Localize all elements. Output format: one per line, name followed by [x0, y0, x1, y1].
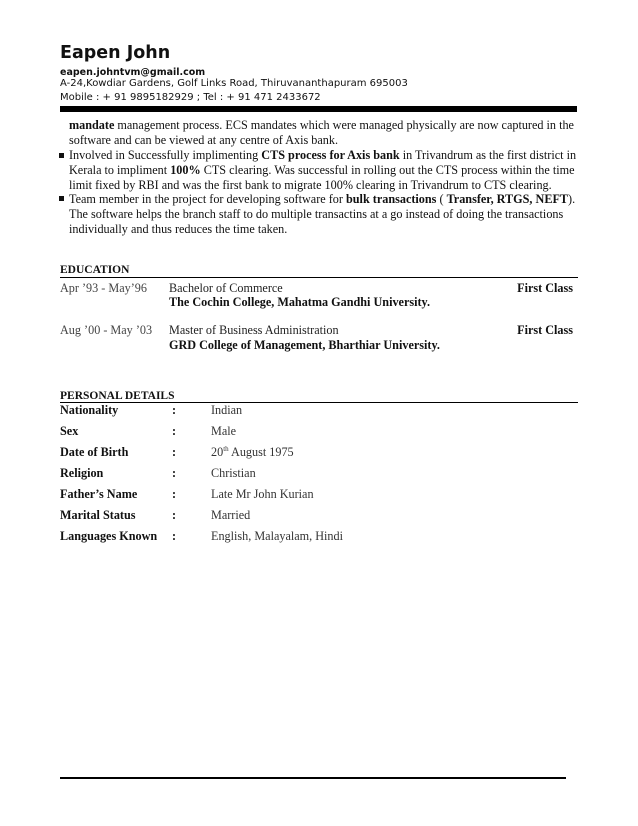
field-colon: :	[172, 403, 177, 417]
date-of-birth-value	[211, 445, 294, 460]
bullet-text-part: Team member in the project for developing software for	[69, 192, 346, 206]
field-colon: :	[172, 466, 177, 480]
experience-continuation	[69, 118, 579, 148]
bullet-bold-part: Transfer, RTGS, NEFT	[446, 192, 569, 206]
education-institution: The Cochin College, Mahatma Gandhi University.	[169, 295, 431, 309]
bullet-text	[69, 192, 579, 237]
bullet-bold-part: bulk transactions	[346, 192, 437, 206]
fathers-name-label: Father’s Name	[60, 487, 138, 501]
marital-status-value: Married	[211, 508, 251, 522]
bullet-bold-part: CTS process for Axis bank	[261, 148, 400, 162]
nationality-label: Nationality	[60, 403, 119, 417]
continuation-bold: mandate	[69, 118, 115, 132]
religion-label: Religion	[60, 466, 104, 480]
phone-numbers: Mobile : + 91 9895182929 ; Tel : + 91 471 2433672	[60, 92, 321, 103]
nationality-value: Indian	[211, 403, 243, 417]
field-colon: :	[172, 487, 177, 501]
field-colon: :	[172, 508, 177, 522]
continuation-text: management process. ECS mandates which were managed physically are now captured in the software and can be viewed at any centre of Axis bank.	[69, 118, 574, 147]
bullet-bold-part: 100%	[170, 163, 201, 177]
education-dates: Aug ’00 - May ’03	[60, 323, 153, 337]
bullet-text-part: (	[436, 192, 447, 206]
bullet-text-part: CTS clearing. Was successful in rolling out the CTS process within the time limit fixed by RBI and was the first bank to migrate 100% clearing in Trivandrum to CTS clearing.	[69, 163, 575, 192]
religion-value: Christian	[211, 466, 256, 480]
bullet-text-part: in Trivandrum as the first district in Kerala to impliment	[69, 148, 577, 177]
dob-day: 20	[211, 445, 224, 459]
languages-known-label: Languages Known	[60, 529, 158, 543]
dob-ordinal: th	[223, 445, 229, 453]
fathers-name-value: Late Mr John Kurian	[211, 487, 314, 501]
sex-value: Male	[211, 424, 237, 438]
bullet-text-part: ). The software helps the branch staff to do multiple transactins at a go instead of doing the transactions individually and thus reduces the time taken.	[69, 192, 576, 236]
field-colon: :	[172, 529, 177, 543]
postal-address: A-24,Kowdiar Gardens, Golf Links Road, Thiruvananthapuram 695003	[60, 78, 408, 89]
education-rule	[60, 277, 578, 278]
date-of-birth-label: Date of Birth	[60, 445, 129, 459]
sex-label: Sex	[60, 424, 79, 438]
header-divider	[60, 106, 577, 112]
field-colon: :	[172, 445, 177, 459]
bullet-text	[69, 148, 579, 193]
personal-details-rule	[60, 402, 578, 403]
dob-month-year: August 1975	[228, 445, 294, 459]
marital-status-label: Marital Status	[60, 508, 136, 522]
bullet-marker	[59, 153, 64, 158]
bullet-marker	[59, 196, 64, 201]
education-grade: First Class	[517, 323, 573, 337]
languages-known-value: English, Malayalam, Hindi	[211, 529, 344, 543]
email-address: eapen.johntvm@gmail.com	[60, 67, 206, 78]
education-heading: EDUCATION	[60, 264, 130, 276]
personal-details-heading: PERSONAL DETAILS	[60, 390, 175, 402]
bullet-text-part: Involved in Successfully implimenting	[69, 148, 262, 162]
candidate-name: Eapen John	[60, 43, 171, 63]
footer-divider	[60, 777, 566, 779]
education-degree: Bachelor of Commerce	[169, 281, 283, 295]
field-colon: :	[172, 424, 177, 438]
education-degree: Master of Business Administration	[169, 323, 339, 337]
education-dates: Apr ’93 - May’96	[60, 281, 147, 295]
education-institution: GRD College of Management, Bharthiar University.	[169, 338, 440, 352]
education-grade: First Class	[517, 281, 573, 295]
